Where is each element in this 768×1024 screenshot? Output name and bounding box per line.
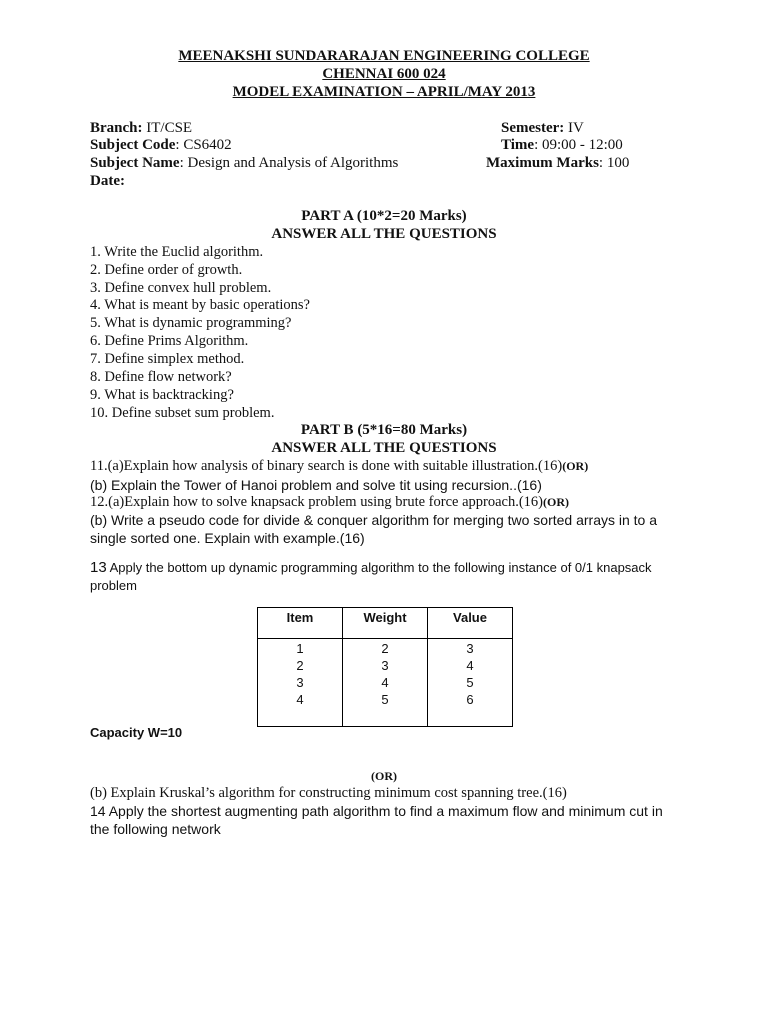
table-header-row <box>258 608 513 639</box>
semester-row <box>501 120 584 137</box>
branch-row <box>90 120 192 137</box>
semester-value: IV <box>564 120 584 136</box>
part-a-question: 6. Define Prims Algorithm. <box>90 333 249 349</box>
value-column <box>428 639 513 727</box>
subject-name-value: : Design and Analysis of Algorithms <box>179 155 399 171</box>
subject-name-row <box>90 155 398 172</box>
exam-title: MODEL EXAMINATION – APRIL/MAY 2013 <box>232 84 536 100</box>
question-13-line2: problem <box>90 578 137 593</box>
weight-cell: 3 <box>381 658 389 673</box>
question-14-line2: the following network <box>90 821 221 837</box>
time-label: Time <box>501 137 535 153</box>
part-a-question: 1. Write the Euclid algorithm. <box>90 244 264 260</box>
value-cell: 4 <box>466 658 474 673</box>
part-a-question: 7. Define simplex method. <box>90 351 245 367</box>
value-cell: 3 <box>466 641 474 656</box>
part-a-question: 5. What is dynamic programming? <box>90 315 292 331</box>
table-header-item: Item <box>258 608 343 639</box>
question-13-number: 13 <box>90 559 107 576</box>
item-cell: 4 <box>296 692 304 707</box>
part-a-question: 9. What is backtracking? <box>90 387 234 403</box>
value-cell: 5 <box>466 675 474 690</box>
or-label: (OR) <box>542 495 569 509</box>
or-center: (OR) <box>371 769 397 783</box>
question-11a-text: 11.(a)Explain how analysis of binary search is done with suitable illustration.(16) <box>90 458 563 474</box>
question-11a <box>90 458 588 475</box>
question-11b: (b) Explain the Tower of Hanoi problem and solve tit using recursion..(16) <box>90 477 542 493</box>
part-b-title: PART B (5*16=80 Marks) <box>300 422 468 438</box>
capacity-label: Capacity W=10 <box>90 725 183 740</box>
subject-code-value: : CS6402 <box>175 137 232 153</box>
semester-label: Semester: <box>501 120 565 136</box>
table-header-weight: Weight <box>343 608 428 639</box>
question-13-line1 <box>90 559 652 577</box>
weight-cell: 4 <box>381 675 389 690</box>
question-13b: (b) Explain Kruskal’s algorithm for constructing minimum cost spanning tree.(16) <box>90 785 567 801</box>
table-header-value: Value <box>428 608 513 639</box>
question-13-text: Apply the bottom up dynamic programming algorithm to the following instance of 0/1 knapsack <box>106 560 652 575</box>
time-row <box>501 137 623 154</box>
college-city: CHENNAI 600 024 <box>322 66 446 82</box>
or-label: (OR) <box>562 459 589 473</box>
part-a-question: 3. Define convex hull problem. <box>90 280 272 296</box>
question-12a-text: 12.(a)Explain how to solve knapsack problem using brute force approach.(16) <box>90 494 543 510</box>
max-marks-value: : 100 <box>598 155 630 171</box>
knapsack-table <box>257 607 513 727</box>
question-12a <box>90 494 569 511</box>
weight-cell: 2 <box>381 641 389 656</box>
item-cell: 2 <box>296 658 304 673</box>
subject-code-row <box>90 137 232 154</box>
question-12b-line1: (b) Write a pseudo code for divide & conquer algorithm for merging two sorted arrays in to a <box>90 512 658 528</box>
question-14-line1: 14 Apply the shortest augmenting path algorithm to find a maximum flow and minimum cut in <box>90 803 663 819</box>
weight-column <box>343 639 428 727</box>
time-value: : 09:00 - 12:00 <box>534 137 623 153</box>
part-a-instruction: ANSWER ALL THE QUESTIONS <box>271 226 497 242</box>
part-a-question: 4. What is meant by basic operations? <box>90 297 310 313</box>
item-column <box>258 639 343 727</box>
date-row <box>90 173 125 190</box>
branch-value: IT/CSE <box>142 120 193 136</box>
max-marks-label: Maximum Marks <box>486 155 599 171</box>
item-cell: 3 <box>296 675 304 690</box>
date-label: Date: <box>90 173 125 189</box>
part-a-title: PART A (10*2=20 Marks) <box>301 208 467 224</box>
question-12b-line2: single sorted one. Explain with example.(16) <box>90 530 365 546</box>
subject-name-label: Subject Name <box>90 155 180 171</box>
value-cell: 6 <box>466 692 474 707</box>
branch-label: Branch: <box>90 120 143 136</box>
part-b-instruction: ANSWER ALL THE QUESTIONS <box>271 440 497 456</box>
part-a-question: 2. Define order of growth. <box>90 262 243 278</box>
table-row <box>258 639 513 727</box>
item-cell: 1 <box>296 641 304 656</box>
part-a-question: 10. Define subset sum problem. <box>90 405 275 421</box>
subject-code-label: Subject Code <box>90 137 176 153</box>
weight-cell: 5 <box>381 692 389 707</box>
college-name: MEENAKSHI SUNDARARAJAN ENGINEERING COLLEGE <box>178 48 590 64</box>
part-a-question: 8. Define flow network? <box>90 369 232 385</box>
max-marks-row <box>486 155 629 172</box>
